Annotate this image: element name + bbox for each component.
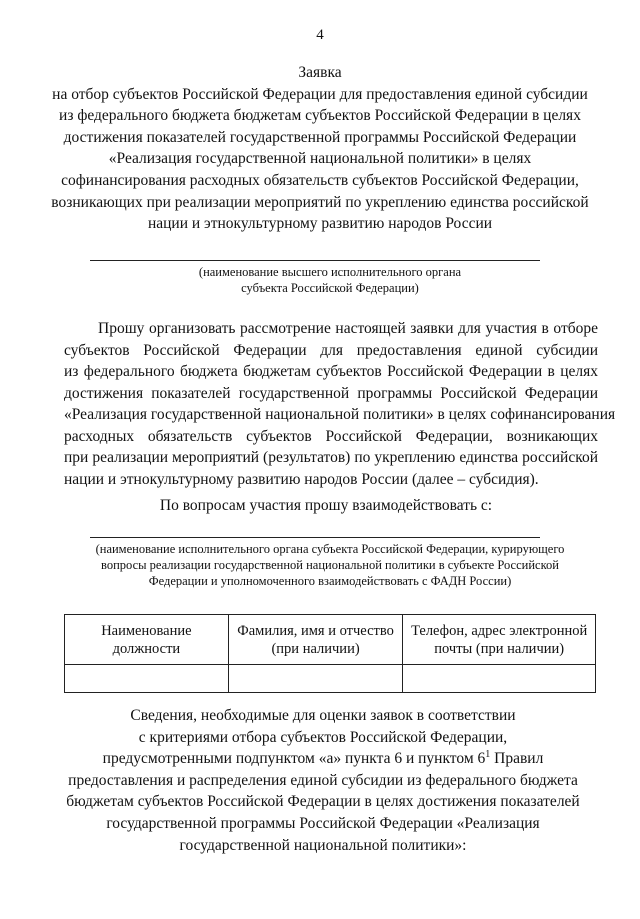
title-line: софинансирования расходных обязательств субъектов Российской Федерации,	[61, 171, 579, 189]
caption-line: Федерации и уполномоченного взаимодействовать с ФАДН России)	[148, 574, 512, 588]
table-header-row	[65, 615, 596, 665]
fill-in-caption-responsible-body	[60, 541, 600, 589]
contacts-table	[64, 614, 596, 693]
header-line: Телефон, адрес электронной	[411, 622, 588, 639]
interaction-request: По вопросам участия прошу взаимодействовать с:	[159, 497, 493, 514]
superscript: 1	[485, 749, 491, 761]
paragraph-line: расходных обязательств субъектов Российской Федерации, возникающих	[64, 427, 598, 445]
fill-in-line-executive-body[interactable]	[90, 260, 540, 261]
criteria-text: предусмотренными подпунктом «а» пункта 6 и пунктом 6	[102, 750, 486, 768]
caption-line: (наименование исполнительного органа субъекта Российской Федерации, курирующего	[95, 542, 565, 556]
header-line: почты (при наличии)	[434, 640, 565, 657]
cell-position[interactable]	[65, 665, 229, 693]
paragraph-line: из федерального бюджета бюджетам субъектов Российской Федерации в целях	[64, 363, 598, 380]
fill-in-line-responsible-body[interactable]	[90, 537, 540, 538]
header-contacts	[403, 615, 596, 665]
title-line: «Реализация государственной национальной политики» в целях	[108, 150, 532, 168]
cell-contacts[interactable]	[403, 665, 596, 693]
caption-line: (наименование высшего исполнительного органа	[198, 265, 462, 279]
paragraph-line: нации и этнокультурному развитию народов России (далее – субсидия).	[64, 470, 539, 488]
paragraph-line: «Реализация государственной национальной политики» в целях софинансирования	[64, 406, 616, 423]
table-row	[65, 665, 596, 693]
criteria-line: государственной национальной политики»:	[179, 836, 467, 854]
paragraph-line: Прошу организовать рассмотрение настоящей заявки для участия в отборе	[98, 320, 598, 337]
paragraph-line: достижения показателей государственной программы Российской Федерации	[64, 384, 598, 402]
title-line: нации и этнокультурному развитию народов России	[147, 215, 493, 233]
title-line: возникающих при реализации мероприятий по укреплению единства российской	[51, 193, 589, 211]
document-title	[40, 62, 600, 235]
criteria-line: Сведения, необходимые для оценки заявок в соответствии	[130, 707, 516, 724]
caption-line: вопросы реализации государственной национальной политики в субъекте Российской	[101, 558, 559, 572]
title-line: из федерального бюджета бюджетам субъектов Российской Федерации в целях	[59, 107, 581, 125]
header-line: должности	[112, 640, 181, 657]
criteria-line	[40, 748, 606, 770]
header-position	[65, 615, 229, 665]
header-line: (при наличии)	[271, 640, 360, 657]
request-paragraph	[64, 318, 616, 490]
criteria-text: Правил	[490, 750, 544, 768]
header-full-name	[228, 615, 403, 665]
criteria-line: бюджетам субъектов Российской Федерации в целях достижения показателей	[66, 793, 580, 811]
criteria-line: предоставления и распределения единой субсидии из федерального бюджета	[68, 771, 578, 789]
criteria-heading	[40, 705, 606, 856]
cell-full-name[interactable]	[228, 665, 403, 693]
title-line: на отбор субъектов Российской Федерации для предоставления единой субсидии	[52, 85, 588, 103]
paragraph-line: при реализации мероприятий (результатов) по укреплению единства российской	[64, 449, 598, 466]
header-line: Наименование	[101, 622, 192, 639]
title-heading: Заявка	[298, 64, 342, 81]
fill-in-caption-executive-body	[80, 264, 580, 296]
criteria-line: государственной программы Российской Федерации «Реализация	[106, 814, 540, 832]
paragraph-line: субъектов Российской Федерации для предоставления единой субсидии	[64, 341, 598, 359]
header-line: Фамилия, имя и отчество	[237, 622, 394, 639]
caption-line: субъекта Российской Федерации)	[241, 281, 419, 295]
title-line: достижения показателей государственной программы Российской Федерации	[63, 128, 577, 146]
page-number: 4	[316, 27, 324, 43]
criteria-line: с критериями отбора субъектов Российской Федерации,	[138, 728, 508, 746]
